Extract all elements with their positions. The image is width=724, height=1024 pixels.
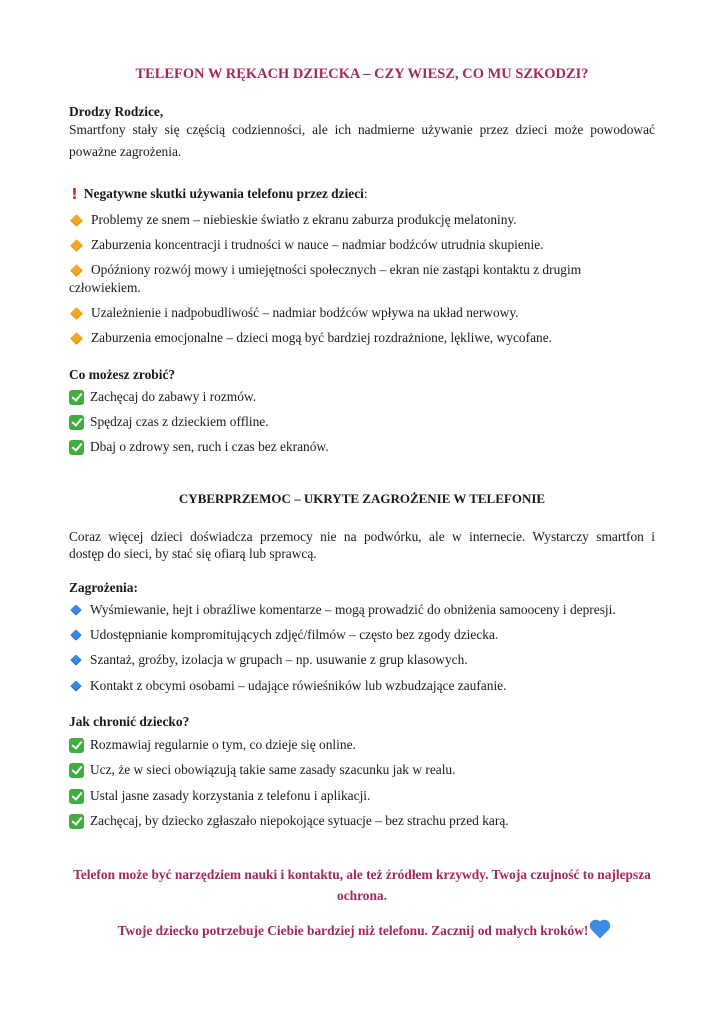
check-icon — [69, 390, 84, 405]
list-item-text: Udostępnianie kompromitujących zdjęć/filmów – często bez zgody dziecka. — [90, 627, 499, 642]
closing-message-final — [40, 920, 684, 941]
what-to-do-heading: Co możesz zrobić? — [69, 367, 176, 382]
list-item — [69, 259, 581, 281]
threats-heading: Zagrożenia: — [69, 580, 138, 595]
intro-paragraph: Smartfony stały się częścią codzienności, ale ich nadmierne używanie przez dzieci może powodować poważne zagrożenia. — [69, 122, 655, 159]
list-item — [69, 734, 356, 756]
list-item-text: Zachęcaj do zabawy i rozmów. — [90, 389, 257, 404]
list-item — [69, 759, 455, 781]
check-icon — [69, 763, 84, 778]
blue-diamond-icon — [70, 604, 81, 615]
blue-diamond-icon — [70, 629, 81, 640]
greeting: Drodzy Rodzice, — [69, 104, 164, 119]
check-icon — [69, 415, 84, 430]
blue-heart-icon — [592, 922, 609, 939]
list-item — [69, 649, 468, 671]
check-icon — [69, 814, 84, 829]
list-item-continuation: człowiekiem. — [69, 280, 141, 295]
blue-diamond-icon — [70, 680, 81, 691]
list-item-text: Problemy ze snem – niebieskie światło z ekranu zaburza produkcję melatoniny. — [91, 212, 517, 227]
list-item-text: Ustal jasne zasady korzystania z telefonu i aplikacji. — [90, 788, 371, 803]
list-item — [69, 675, 506, 697]
check-icon — [69, 440, 84, 455]
closing-message: Telefon może być narzędziem nauki i kontaktu, ale też źródłem krzywdy. Twoja czujność to najlepsza ochrona. — [73, 867, 651, 903]
cyber-title: CYBERPRZEMOC – UKRYTE ZAGROŻENIE W TELEFONIE — [178, 491, 546, 506]
list-item-text: Dbaj o zdrowy sen, ruch i czas bez ekranów. — [90, 439, 329, 454]
cyber-intro-line1: Coraz więcej dzieci doświadcza przemocy nie na podwórku, ale w internecie. Wystarczy smartfon i — [69, 529, 655, 544]
blue-diamond-icon — [70, 654, 81, 665]
closing-final-text: Twoje dziecko potrzebuje Ciebie bardziej niż telefonu. Zacznij od małych kroków! — [117, 923, 589, 938]
list-item-text: Rozmawiaj regularnie o tym, co dzieje się online. — [90, 737, 356, 752]
list-item-text: Zachęcaj, by dziecko zgłaszało niepokojące sytuacje – bez strachu przed karą. — [90, 813, 509, 828]
list-item-text: Kontakt z obcymi osobami – udające rówieśników lub wzbudzające zaufanie. — [90, 678, 507, 693]
protect-heading: Jak chronić dziecko? — [69, 714, 190, 729]
orange-diamond-icon — [70, 214, 83, 227]
document-title: TELEFON W RĘKACH DZIECKA – CZY WIESZ, CO MU SZKODZI? — [135, 66, 589, 82]
list-item-text: Opóźniony rozwój mowy i umiejętności społecznych – ekran nie zastąpi kontaktu z drugim — [91, 262, 582, 277]
exclamation-icon: ! — [71, 185, 78, 203]
list-item — [69, 810, 509, 832]
list-item-text: Uzależnienie i nadpobudliwość – nadmiar bodźców wpływa na układ nerwowy. — [91, 305, 519, 320]
list-item — [69, 436, 329, 458]
orange-diamond-icon — [70, 307, 83, 320]
check-icon — [69, 789, 84, 804]
negatives-heading-suffix: : — [363, 186, 368, 201]
list-item — [69, 624, 498, 646]
check-icon — [69, 738, 84, 753]
negatives-heading-row — [69, 183, 368, 205]
list-item — [69, 386, 256, 408]
orange-diamond-icon — [70, 264, 83, 277]
list-item — [69, 785, 370, 807]
cyber-intro-line2: dostęp do sieci, by stać się ofiarą lub sprawcą. — [69, 546, 317, 561]
list-item-text: Zaburzenia emocjonalne – dzieci mogą być bardziej rozdrażnione, lękliwe, wycofane. — [91, 330, 553, 345]
list-item — [69, 411, 269, 433]
list-item — [69, 599, 616, 621]
list-item — [69, 209, 517, 231]
list-item — [69, 234, 544, 256]
list-item-text: Spędzaj czas z dzieckiem offline. — [90, 414, 269, 429]
orange-diamond-icon — [70, 239, 83, 252]
list-item-text: Szantaż, groźby, izolacja w grupach – np. usuwanie z grup klasowych. — [90, 652, 468, 667]
list-item — [69, 302, 519, 324]
list-item — [69, 327, 552, 349]
list-item-text: Ucz, że w sieci obowiązują takie same zasady szacunku jak w realu. — [90, 762, 456, 777]
list-item-text: Wyśmiewanie, hejt i obraźliwe komentarze – mogą prowadzić do obniżenia samooceny i depresji. — [90, 602, 616, 617]
orange-diamond-icon — [70, 332, 83, 345]
list-item-text: Zaburzenia koncentracji i trudności w nauce – nadmiar bodźców utrudnia skupienie. — [91, 237, 544, 252]
negatives-heading: Negatywne skutki używania telefonu przez dzieci — [83, 186, 364, 201]
